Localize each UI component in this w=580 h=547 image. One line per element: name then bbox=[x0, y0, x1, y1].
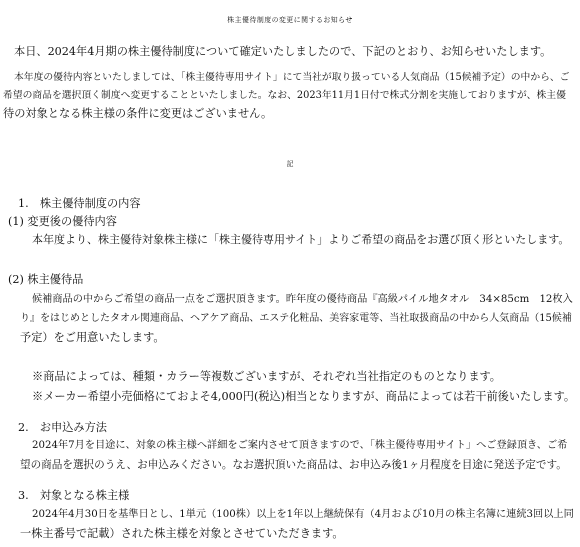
section-1-heading: 1. 株主優待制度の内容 bbox=[18, 197, 141, 210]
section-1-sub-1-body: 本年度より、株主優待対象株主様に「株主優待専用サイト」よりご希望の商品をお選び頂く形といたします。 bbox=[32, 233, 570, 246]
intro-paragraph-2-line-3: 待の対象となる株主様の条件に変更はございません。 bbox=[3, 107, 273, 120]
section-1-sub-2-body-line-3: 予定）をご用意いたします。 bbox=[20, 331, 165, 344]
section-2-body-line-1: 2024年7月を目途に、対象の株主様へ詳細をご案内させて頂きますので、「株主優待専用サイト」へご登録頂き、ご希 bbox=[32, 440, 568, 451]
section-3-body-line-2: 一株主番号で記載）された株主様を対象とさせていただきます。 bbox=[20, 527, 344, 540]
intro-paragraph-2-line-2: 希望の商品を選択頂く制度へ変更することといたしました。なお、2023年11月1日付で株式分割を実施しておりますが、株主優 bbox=[3, 90, 566, 101]
document-title: 株主優待制度の変更に関するお知らせ bbox=[227, 16, 353, 24]
intro-paragraph-2-line-1: 本年度の優待内容といたしましては、「株主優待専用サイト」にて当社が取り扱っている人気商品（15候補予定）の中から、ご bbox=[14, 72, 570, 83]
section-1-sub-2-body-line-2: り』をはじめとしたタオル関連商品、ヘアケア商品、エステ化粧品、美容家電等、当社取扱商品の中から人気商品（15候補 bbox=[20, 313, 572, 324]
section-3-heading: 3. 対象となる株主様 bbox=[18, 489, 130, 502]
section-1-sub-2-body-line-1: 候補商品の中からご希望の商品一点をご選択頂きます。昨年度の優待商品『高級パイル地タオル 34×85cm 12枚入 bbox=[32, 294, 573, 305]
section-1-sub-1-heading: (1) 変更後の優待内容 bbox=[8, 215, 117, 228]
section-3-body-line-1: 2024年4月30日を基準日とし、1単元（100株）以上を1年以上継続保有（4月および10月の株主名簿に連続3回以上同 bbox=[32, 509, 574, 520]
section-1-note-2: ※メーカー希望小売価格にておよそ4,000円(税込)相当となりますが、商品によっては若干前後いたします。 bbox=[32, 390, 576, 403]
intro-paragraph-1: 本日、2024年4月期の株主優待制度について確定いたしましたので、下記のとおり、お知らせいたします。 bbox=[14, 45, 552, 58]
section-1-sub-2-heading: (2) 株主優待品 bbox=[8, 273, 84, 286]
section-1-note-1: ※商品によっては、種類・カラー等複数ございますが、それぞれ当社指定のものとなります。 bbox=[32, 370, 501, 383]
section-2-heading: 2. お申込み方法 bbox=[18, 421, 107, 434]
ki-marker: 記 bbox=[286, 160, 294, 168]
section-2-body-line-2: 望の商品を選択のうえ、お申込みください。なお選択頂いた商品は、お申込み後1ヶ月程度を目途に発送予定です。 bbox=[20, 459, 567, 471]
